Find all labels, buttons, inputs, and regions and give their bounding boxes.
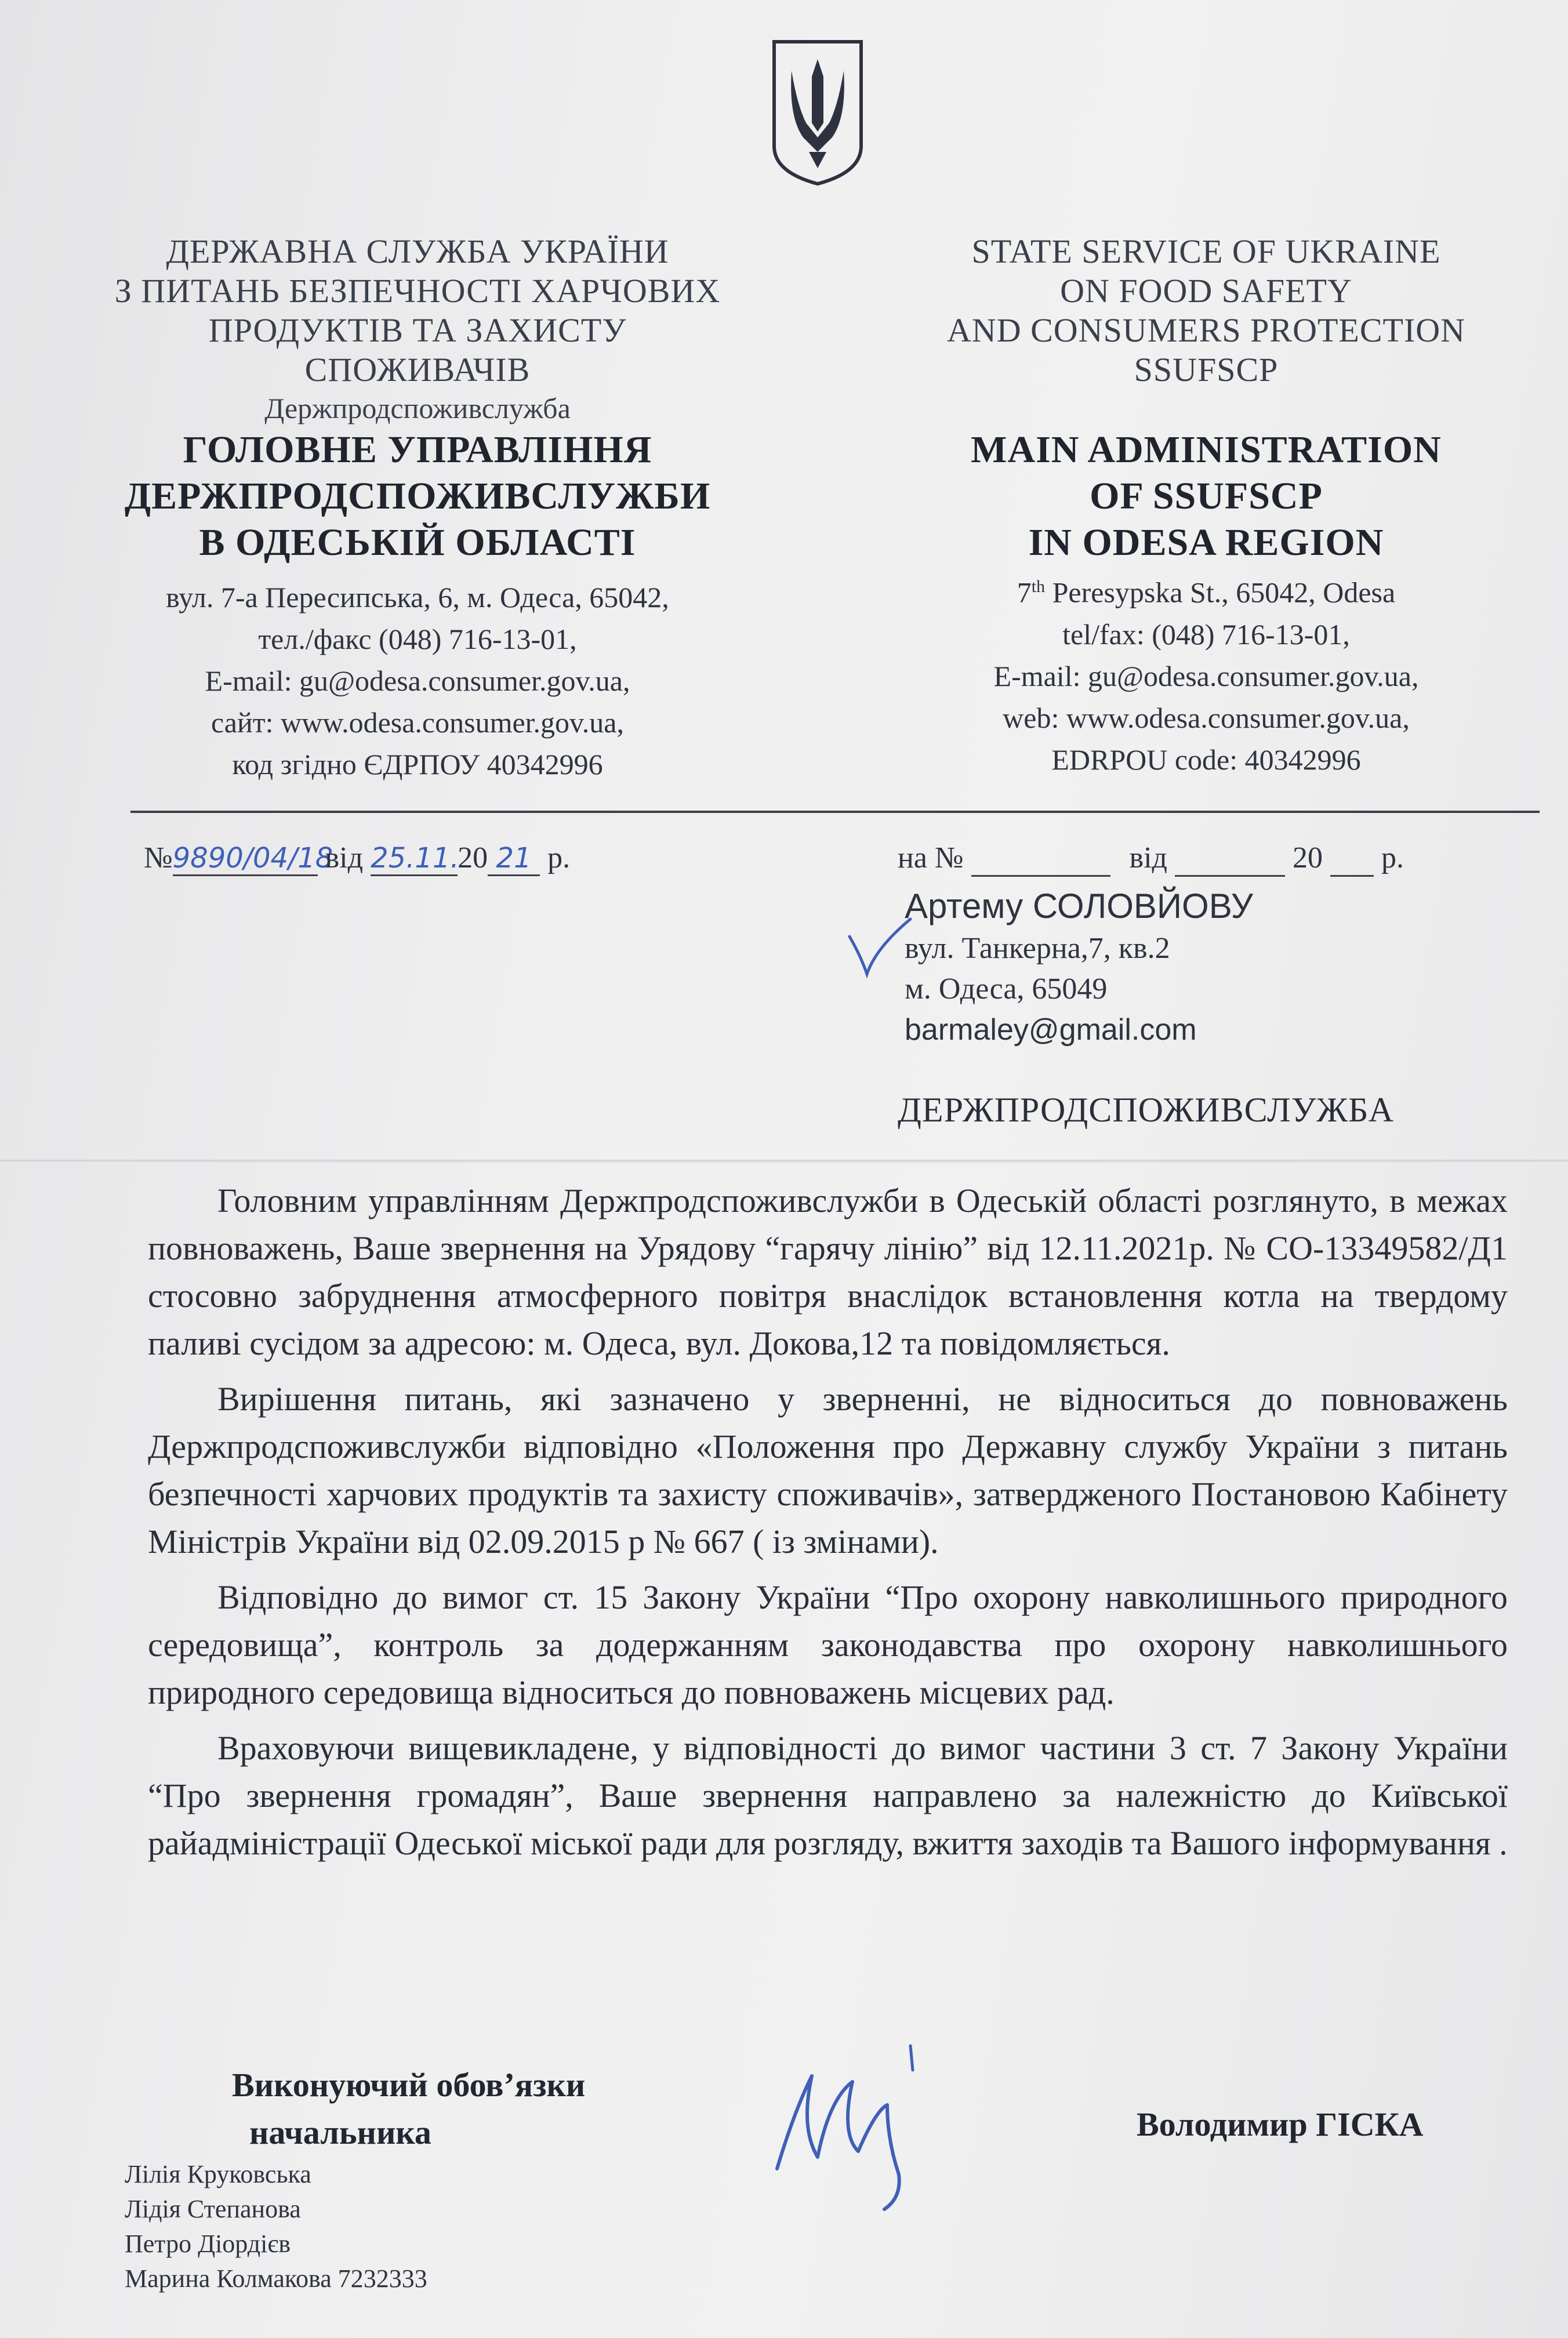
service-short-name: Держпродспоживслужба <box>264 392 571 424</box>
admin-name-line: ГОЛОВНЕ УПРАВЛІННЯ <box>183 429 652 471</box>
reply-date-label: від <box>1129 841 1167 874</box>
admin-name-line: OF SSUFSCP <box>1090 475 1323 517</box>
contact-line <box>887 566 1525 613</box>
body-paragraph: Враховуючи вищевикладене, у відповідності до вимог частини 3 ст. 7 Закону України “Про звернення громадян”, Ваше звернення направлено за належністю до Київської райадміністрації Одеської міської ради для розгляду, вжиття заходів та Вашого інформування . <box>148 1729 1508 1862</box>
service-name-line: SSUFSCP <box>1134 351 1279 389</box>
service-name-line: ДЕРЖАВНА СЛУЖБА УКРАЇНИ <box>166 233 669 270</box>
admin-name-line: ДЕРЖПРОДСПОЖИВСЛУЖБИ <box>124 475 711 517</box>
executor: Петро Діордієв <box>125 2230 291 2258</box>
reply-no-blank <box>971 841 1110 877</box>
contact-line: сайт: www.odesa.consumer.gov.ua, <box>211 706 624 739</box>
executor: Марина Колмакова 7232333 <box>125 2264 427 2293</box>
body-paragraph: Головним управлінням Держпродспоживслужби в Одеській області розглянуто, в межах повноважень, Ваше звернення на Урядову “гарячу лінію” від 12.11.2021р. № СО-13349582/Д1 стосовно забруднення атмосферного повітря внаслідок встановлення котла на твердому паливі сусідом за адресою: м. Одеса, вул. Докова,12 та повідомляється. <box>148 1182 1508 1362</box>
executor: Лілія Круковська <box>125 2160 311 2188</box>
header-right <box>887 232 1525 780</box>
service-name-line: AND CONSUMERS PROTECTION <box>946 311 1466 349</box>
agency-title: ДЕРЖПРОДСПОЖИВСЛУЖБА <box>898 1091 1395 1129</box>
executors-list <box>125 2157 427 2296</box>
letter-body <box>148 1177 1508 1875</box>
contact-line: код згідно ЄДРПОУ 40342996 <box>232 748 603 780</box>
reply-year-suffix: р. <box>1381 841 1404 874</box>
contact-line: E-mail: gu@odesa.consumer.gov.ua, <box>205 665 630 697</box>
contact-line: tel/fax: (048) 716-13-01, <box>1062 618 1350 651</box>
reg-date-value: 25.11. <box>371 842 458 876</box>
reg-date-label: від <box>325 841 364 874</box>
service-name-line: STATE SERVICE OF UKRAINE <box>971 233 1441 270</box>
contact-line: вул. 7-а Пересипська, 6, м. Одеса, 65042, <box>166 581 669 613</box>
address-ordinal: th <box>1031 577 1046 596</box>
signatory-position <box>232 2061 585 2157</box>
reg-year-value: 21 <box>488 842 540 876</box>
admin-name-line: IN ODESA REGION <box>1028 521 1384 564</box>
reg-no-label: № <box>144 841 173 874</box>
reply-to-line <box>898 841 1404 877</box>
service-name-line: З ПИТАНЬ БЕЗПЕЧНОСТІ ХАРЧОВИХ <box>114 272 721 310</box>
contact-line: EDRPOU code: 40342996 <box>1051 743 1361 776</box>
registration-line <box>144 841 570 876</box>
body-paragraph: Вирішення питань, які зазначено у зверненні, не відноситься до повноважень Держпродспоживслужби відповідно «Положення про Державну службу України з питань безпечності харчових продуктів та захисту споживачів», затвердженого Постановою Кабінету Міністрів України від 02.09.2015 р № 667 ( із змінами). <box>148 1380 1508 1560</box>
reply-no-label: на № <box>898 841 964 874</box>
recipient-name: Артему СОЛОВЙОВУ <box>905 887 1253 925</box>
reg-year-suffix: р. <box>547 841 571 874</box>
address-street: Peresypska St., 65042, Odesa <box>1045 576 1396 609</box>
service-name-line: ПРОДУКТІВ ТА ЗАХИСТУ <box>208 311 627 349</box>
paper-fold <box>0 1160 1568 1163</box>
reply-year-prefix: 20 <box>1293 841 1323 874</box>
executor: Лідія Степанова <box>125 2195 301 2223</box>
recipient-city: м. Одеса, 65049 <box>905 972 1108 1005</box>
contact-line: тел./факс (048) 716-13-01, <box>258 623 577 655</box>
reg-year-prefix: 20 <box>458 841 488 874</box>
header-divider <box>130 811 1540 813</box>
contact-line: web: www.odesa.consumer.gov.ua, <box>1003 701 1410 734</box>
signatory-name: Володимир ГІСКА <box>1137 2105 1424 2143</box>
recipient-email: barmaley@gmail.com <box>905 1013 1197 1047</box>
header-left <box>99 232 736 785</box>
reply-year-blank <box>1330 841 1374 877</box>
reply-date-blank <box>1175 841 1285 877</box>
position-line: Виконуючий обов’язки <box>232 2066 586 2104</box>
recipient-address <box>905 884 1253 1050</box>
reg-no-value: 9890/04/18 <box>173 842 318 876</box>
coat-of-arms-icon <box>768 36 867 187</box>
service-name-line: СПОЖИВАЧІВ <box>304 351 531 389</box>
admin-name-line: В ОДЕСЬКІЙ ОБЛАСТІ <box>199 521 636 564</box>
recipient-street: вул. Танкерна,7, кв.2 <box>905 932 1170 965</box>
position-line: начальника <box>249 2114 431 2151</box>
handwritten-signature <box>754 2041 951 2215</box>
contact-line: E-mail: gu@odesa.consumer.gov.ua, <box>993 659 1419 692</box>
address-number: 7 <box>1017 576 1032 609</box>
body-paragraph: Відповідно до вимог ст. 15 Закону України “Про охорону навколишнього природного середовища”, контроль за додержанням законодавства про охорону навколишнього природного середовища відноситься до повноважень місцевих рад. <box>148 1578 1508 1711</box>
admin-name-line: MAIN ADMINISTRATION <box>971 429 1442 471</box>
service-name-line: ON FOOD SAFETY <box>1060 272 1352 310</box>
